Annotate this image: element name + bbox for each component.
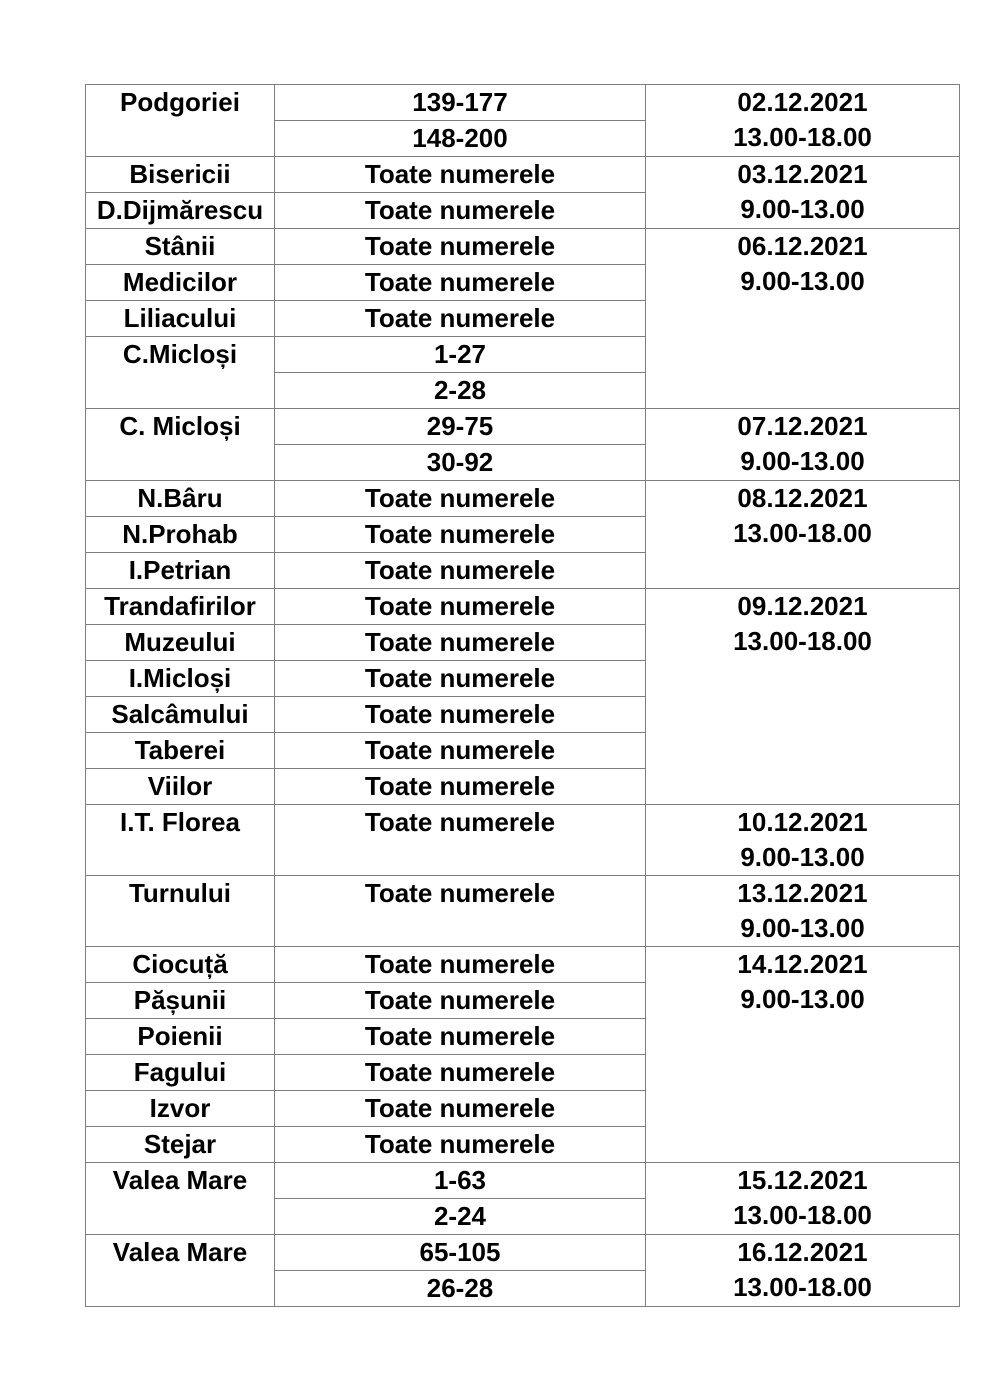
street-name-cell: Taberei (86, 733, 275, 769)
street-name-cell: Turnului (86, 876, 275, 947)
numbers-cell: Toate numerele (275, 301, 646, 337)
numbers-cell: 148-200 (275, 121, 646, 157)
numbers-cell: Toate numerele (275, 481, 646, 517)
table-row (86, 947, 960, 983)
numbers-cell: 30-92 (275, 445, 646, 481)
schedule-time: 13.00-18.00 (733, 1200, 872, 1230)
numbers-cell: Toate numerele (275, 876, 646, 947)
schedule-date: 16.12.2021 (737, 1237, 868, 1267)
numbers-cell: Toate numerele (275, 1127, 646, 1163)
numbers-cell: Toate numerele (275, 517, 646, 553)
street-name-cell: Trandafirilor (86, 589, 275, 625)
schedule-table-body (86, 85, 960, 1307)
street-name-cell: Stejar (86, 1127, 275, 1163)
numbers-cell: Toate numerele (275, 1055, 646, 1091)
street-name-cell: Muzeului (86, 625, 275, 661)
street-name-cell: Bisericii (86, 157, 275, 193)
schedule-cell (646, 1235, 960, 1307)
schedule-cell (646, 589, 960, 805)
numbers-cell: Toate numerele (275, 589, 646, 625)
numbers-cell: Toate numerele (275, 769, 646, 805)
schedule-cell (646, 157, 960, 229)
street-name-cell: Medicilor (86, 265, 275, 301)
schedule-cell (646, 805, 960, 876)
collection-schedule-table (85, 84, 960, 1307)
street-name-cell: Poienii (86, 1019, 275, 1055)
street-name-cell: Salcâmului (86, 697, 275, 733)
schedule-time: 9.00-13.00 (740, 266, 865, 296)
schedule-time: 9.00-13.00 (740, 984, 865, 1014)
numbers-cell: 139-177 (275, 85, 646, 121)
schedule-time: 9.00-13.00 (740, 913, 865, 943)
street-name-cell: I.Micloși (86, 661, 275, 697)
numbers-cell: Toate numerele (275, 1019, 646, 1055)
schedule-time: 13.00-18.00 (733, 518, 872, 548)
numbers-cell: 1-63 (275, 1163, 646, 1199)
street-name-cell: Viilor (86, 769, 275, 805)
table-row (86, 229, 960, 265)
street-name-cell: Pășunii (86, 983, 275, 1019)
numbers-cell: Toate numerele (275, 733, 646, 769)
street-name-cell: C.Micloși (86, 337, 275, 409)
table-row (86, 85, 960, 121)
numbers-cell: Toate numerele (275, 661, 646, 697)
numbers-cell: Toate numerele (275, 157, 646, 193)
street-name-cell: N.Prohab (86, 517, 275, 553)
schedule-date: 08.12.2021 (737, 483, 868, 513)
schedule-cell (646, 229, 960, 409)
schedule-time: 13.00-18.00 (733, 122, 872, 152)
numbers-cell: 1-27 (275, 337, 646, 373)
numbers-cell: Toate numerele (275, 805, 646, 876)
numbers-cell: Toate numerele (275, 229, 646, 265)
schedule-date: 07.12.2021 (737, 411, 868, 441)
schedule-time: 9.00-13.00 (740, 194, 865, 224)
schedule-cell (646, 876, 960, 947)
schedule-date: 09.12.2021 (737, 591, 868, 621)
schedule-time: 9.00-13.00 (740, 842, 865, 872)
street-name-cell: Stânii (86, 229, 275, 265)
schedule-cell (646, 947, 960, 1163)
schedule-date: 03.12.2021 (737, 159, 868, 189)
table-row (86, 157, 960, 193)
schedule-date: 14.12.2021 (737, 949, 868, 979)
table-row (86, 1163, 960, 1199)
table-row (86, 805, 960, 876)
table-row (86, 589, 960, 625)
street-name-cell: N.Bâru (86, 481, 275, 517)
numbers-cell: Toate numerele (275, 265, 646, 301)
street-name-cell: D.Dijmărescu (86, 193, 275, 229)
schedule-time: 9.00-13.00 (740, 446, 865, 476)
numbers-cell: Toate numerele (275, 983, 646, 1019)
schedule-cell (646, 85, 960, 157)
schedule-date: 13.12.2021 (737, 878, 868, 908)
numbers-cell: Toate numerele (275, 697, 646, 733)
numbers-cell: 29-75 (275, 409, 646, 445)
street-name-cell: I.T. Florea (86, 805, 275, 876)
schedule-date: 02.12.2021 (737, 87, 868, 117)
numbers-cell: Toate numerele (275, 947, 646, 983)
schedule-cell (646, 1163, 960, 1235)
schedule-time: 13.00-18.00 (733, 626, 872, 656)
numbers-cell: 2-24 (275, 1199, 646, 1235)
schedule-date: 15.12.2021 (737, 1165, 868, 1195)
numbers-cell: Toate numerele (275, 1091, 646, 1127)
table-row (86, 409, 960, 445)
numbers-cell: 26-28 (275, 1271, 646, 1307)
street-name-cell: I.Petrian (86, 553, 275, 589)
street-name-cell: Izvor (86, 1091, 275, 1127)
numbers-cell: Toate numerele (275, 625, 646, 661)
street-name-cell: Valea Mare (86, 1163, 275, 1235)
numbers-cell: 65-105 (275, 1235, 646, 1271)
numbers-cell: 2-28 (275, 373, 646, 409)
table-row (86, 481, 960, 517)
street-name-cell: C. Micloși (86, 409, 275, 481)
street-name-cell: Fagului (86, 1055, 275, 1091)
schedule-cell (646, 481, 960, 589)
numbers-cell: Toate numerele (275, 193, 646, 229)
numbers-cell: Toate numerele (275, 553, 646, 589)
schedule-date: 10.12.2021 (737, 807, 868, 837)
table-row (86, 876, 960, 947)
street-name-cell: Valea Mare (86, 1235, 275, 1307)
street-name-cell: Ciocuță (86, 947, 275, 983)
schedule-cell (646, 409, 960, 481)
schedule-date: 06.12.2021 (737, 231, 868, 261)
table-row (86, 1235, 960, 1271)
street-name-cell: Podgoriei (86, 85, 275, 157)
street-name-cell: Liliacului (86, 301, 275, 337)
schedule-time: 13.00-18.00 (733, 1272, 872, 1302)
